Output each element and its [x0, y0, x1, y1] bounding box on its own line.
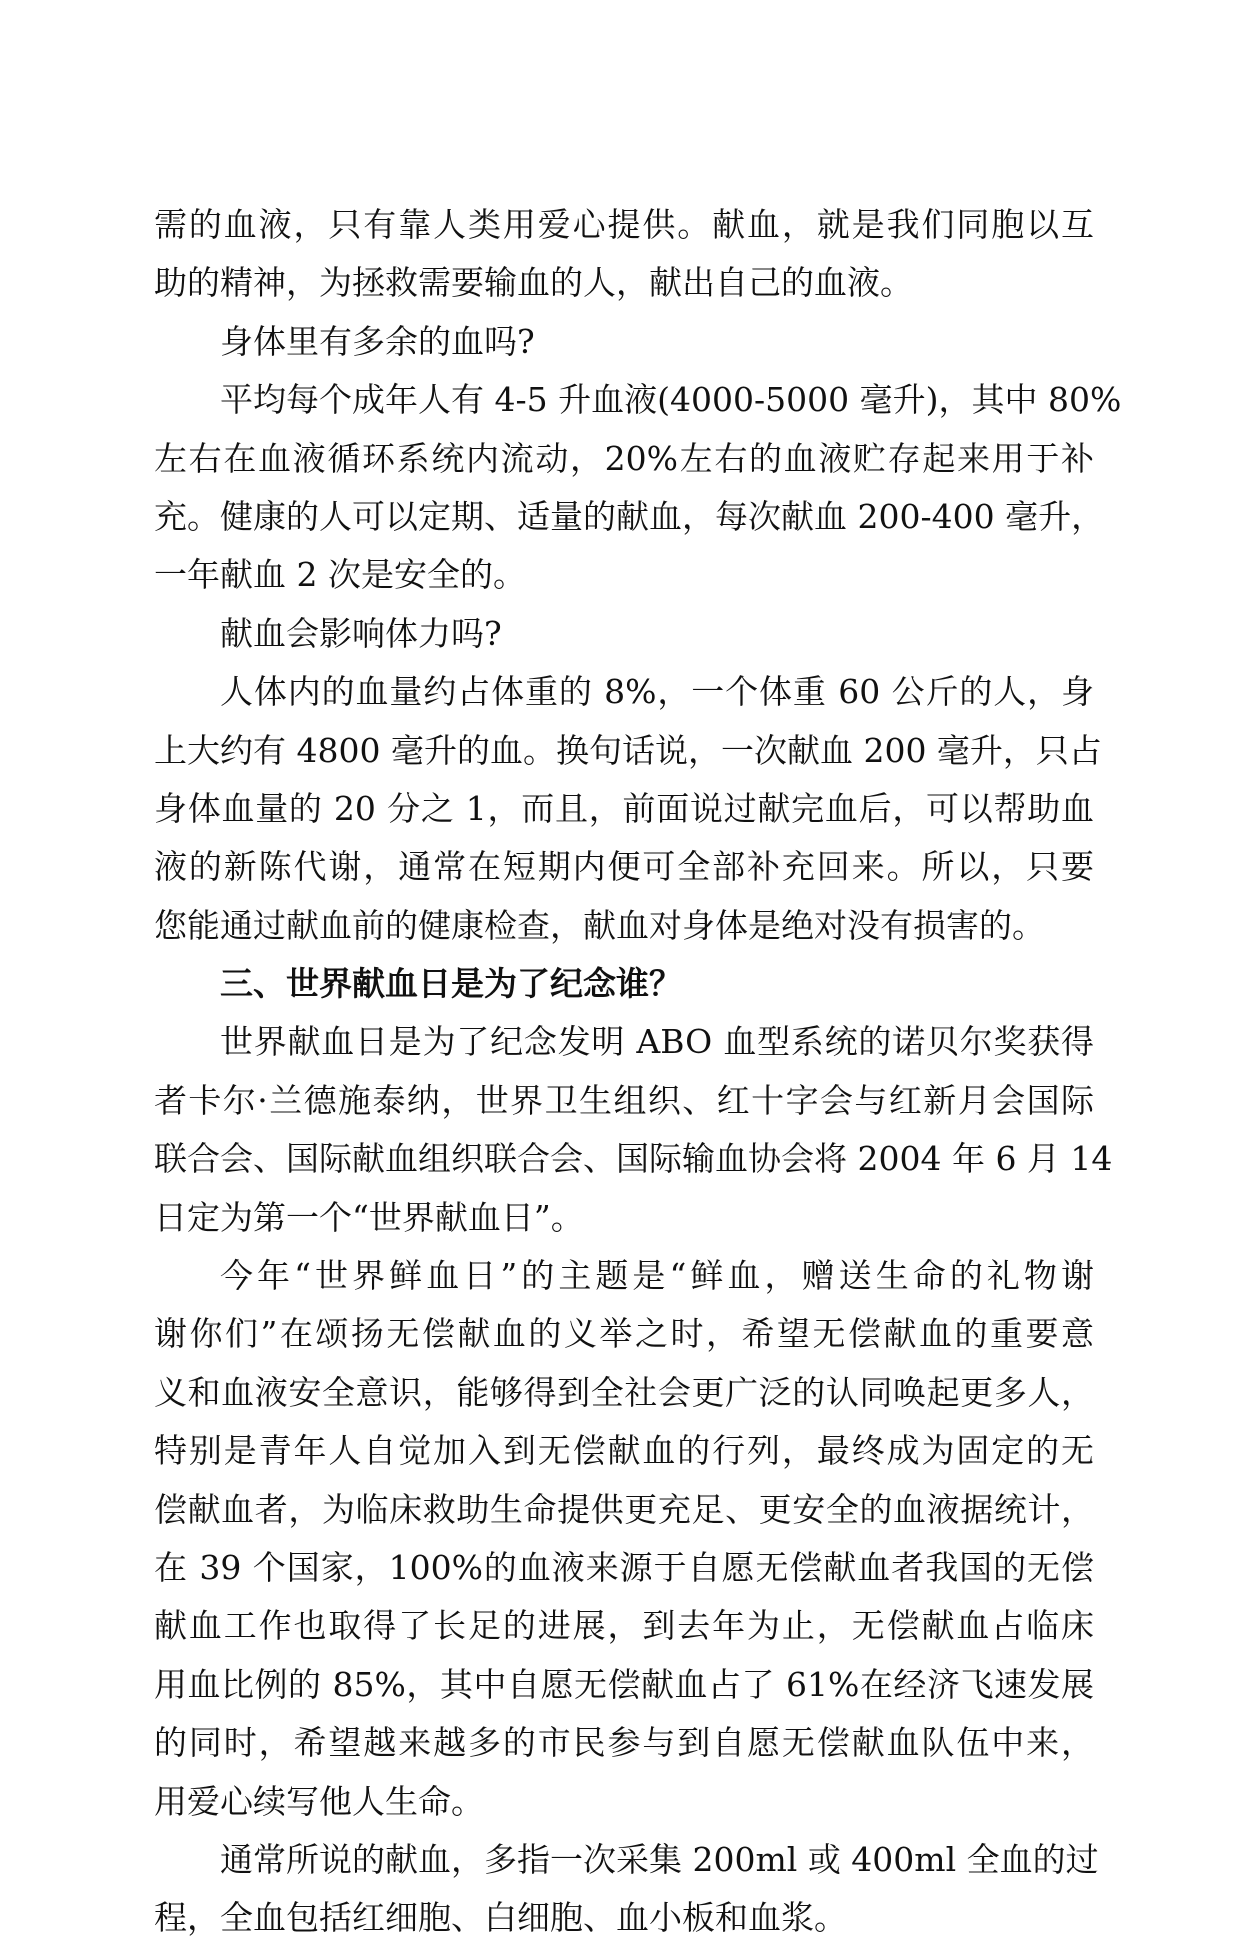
text-line: 助的精神，为拯救需要输血的人，献出自己的血液。	[154, 263, 913, 303]
text-line: 义和血液安全意识，能够得到全社会更广泛的认同唤起更多人，	[154, 1372, 1094, 1412]
text-line: 人体内的血量约占体重的 8%，一个体重 60 公斤的人，身	[220, 672, 1095, 712]
text-line: 用血比例的 85%，其中自愿无偿献血占了 61%在经济飞速发展	[154, 1664, 1094, 1704]
text-line: 上大约有 4800 毫升的血。换句话说，一次献血 200 毫升，只占	[154, 730, 1102, 770]
question-line: 身体里有多余的血吗?	[220, 321, 535, 361]
text-line: 充。健康的人可以定期、适量的献血，每次献血 200-400 毫升，	[154, 496, 1105, 536]
text-line: 者卡尔·兰德施泰纳，世界卫生组织、红十字会与红新月会国际	[154, 1080, 1094, 1120]
text-line: 日定为第一个“世界献血日”。	[154, 1197, 584, 1237]
text-line: 的同时，希望越来越多的市民参与到自愿无偿献血队伍中来，	[154, 1723, 1094, 1763]
document-body	[154, 196, 1122, 1948]
text-line: 在 39 个国家，100%的血液来源于自愿无偿献血者我国的无偿	[154, 1547, 1094, 1587]
text-line: 今年“世界鲜血日”的主题是“鲜血，赠送生命的礼物谢	[220, 1256, 1094, 1296]
text-line: 谢你们”在颂扬无偿献血的义举之时，希望无偿献血的重要意	[154, 1314, 1094, 1354]
text-line: 平均每个成年人有 4-5 升血液(4000-5000 毫升)，其中 80%	[220, 380, 1122, 420]
section-heading: 三、世界献血日是为了纪念谁？	[220, 964, 682, 1004]
text-line: 需的血液，只有靠人类用爱心提供。献血，就是我们同胞以互	[154, 205, 1094, 244]
text-line: 液的新陈代谢，通常在短期内便可全部补充回来。所以，只要	[154, 847, 1094, 887]
text-line: 左右在血液循环系统内流动，20%左右的血液贮存起来用于补	[154, 438, 1094, 478]
text-line: 世界献血日是为了纪念发明 ABO 血型系统的诺贝尔奖获得	[220, 1022, 1094, 1062]
text-line: 通常所说的献血，多指一次采集 200ml 或 400ml 全血的过	[220, 1839, 1099, 1879]
text-line: 用爱心续写他人生命。	[154, 1781, 484, 1821]
text-line: 特别是青年人自觉加入到无偿献血的行列，最终成为固定的无	[154, 1431, 1094, 1471]
text-line: 身体血量的 20 分之 1，而且，前面说过献完血后，可以帮助血	[154, 788, 1094, 828]
text-line: 联合会、国际献血组织联合会、国际输血协会将 2004 年 6 月 14	[154, 1139, 1113, 1179]
text-line: 您能通过献血前的健康检查，献血对身体是绝对没有损害的。	[154, 905, 1045, 945]
text-line: 程，全血包括红细胞、白细胞、血小板和血浆。	[154, 1898, 847, 1938]
question-line: 献血会影响体力吗?	[220, 613, 502, 653]
text-line: 献血工作也取得了长足的进展，到去年为止，无偿献血占临床	[154, 1606, 1094, 1646]
text-line: 偿献血者，为临床救助生命提供更充足、更安全的血液据统计，	[154, 1489, 1094, 1529]
text-line: 一年献血 2 次是安全的。	[154, 555, 526, 595]
